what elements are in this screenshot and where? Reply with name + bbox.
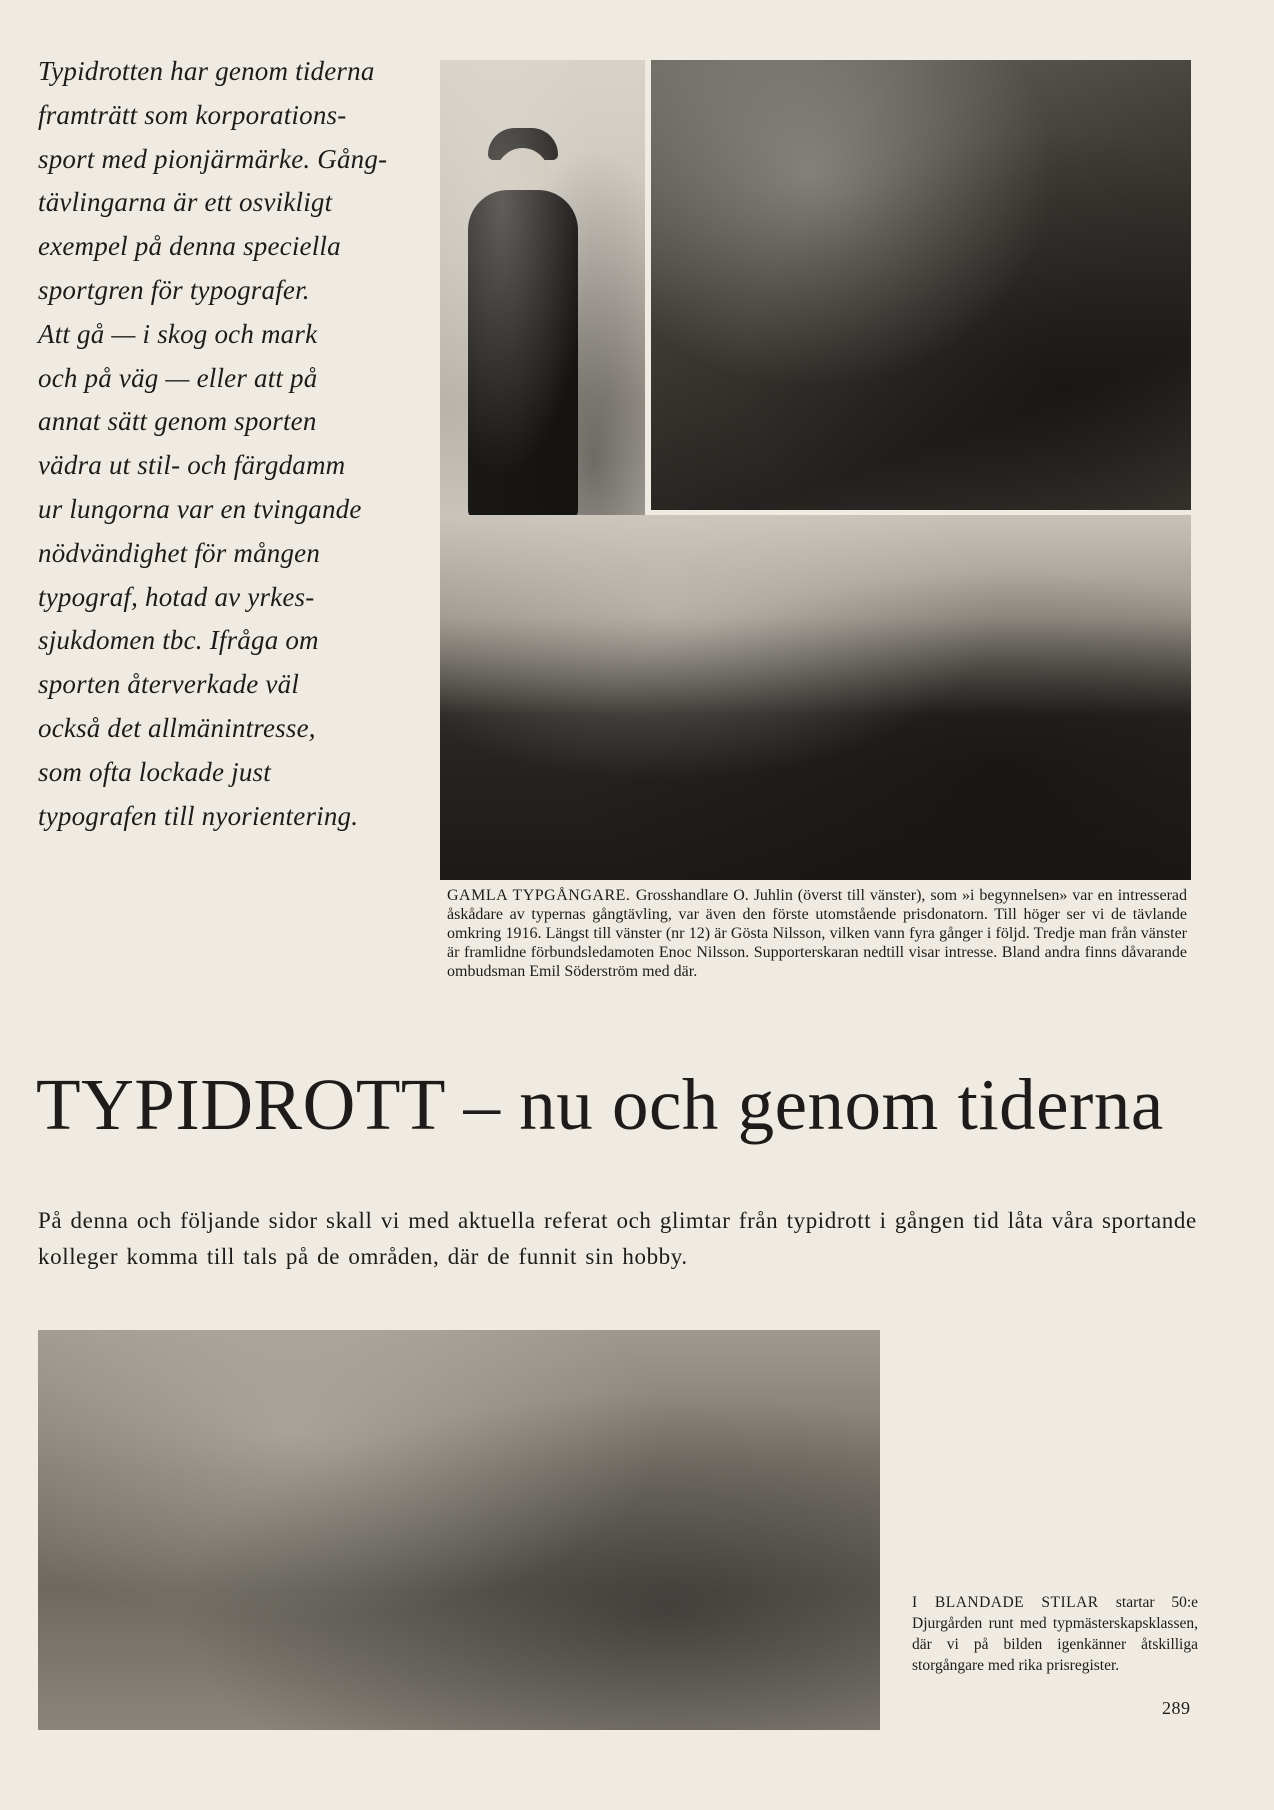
intro-line: framträtt som korporations- [38, 99, 347, 130]
intro-line: sporten återverkade väl [38, 669, 300, 700]
intro-line: annat sätt genom sporten [38, 406, 317, 437]
supporters-group-photo [440, 515, 1191, 880]
intro-line: sportgren för typografer. [38, 274, 310, 305]
intro-line: typograf, hotad av yrkes- [38, 581, 315, 612]
caption-text: startar 50:e Djurgården runt med typmästerskapsklassen, där vi på bilden igenkänner åtskilliga storgångare med rika prisregister. [912, 1594, 1199, 1674]
portrait-head [495, 148, 550, 208]
intro-line: och på väg — eller att på [38, 362, 318, 393]
lead-paragraph: På denna och följande sidor skall vi med aktuella referat och glimtar från typidrott i gången tid låta våra sportande kolleger komma till tals på de områden, där de funnit sin hobby. [38, 1208, 1197, 1269]
intro-line: nödvändighet för mången [38, 537, 321, 568]
page-headline: TYPIDROTT – nu och genom tiderna [36, 1064, 1164, 1145]
intro-line: ur lungorna var en tvingande [38, 493, 362, 524]
intro-line: vädra ut stil- och färgdamm [38, 450, 346, 481]
walkers-group-photo [651, 60, 1191, 510]
intro-line: tävlingarna är ett osvikligt [38, 187, 333, 218]
intro-line: sjukdomen tbc. Ifråga om [38, 625, 319, 656]
intro-paragraph [38, 50, 438, 838]
page-number: 289 [1162, 1698, 1191, 1718]
photo-caption-top [447, 886, 1187, 981]
intro-line: exempel på denna speciella [38, 231, 341, 262]
intro-line: sport med pionjärmärke. Gång- [38, 143, 388, 174]
portrait-figure [468, 190, 578, 520]
photo-caption-race [912, 1592, 1198, 1676]
bowler-hat [488, 128, 558, 160]
caption-lead: I BLANDADE STILAR [912, 1594, 1116, 1611]
caption-lead: GAMLA TYPGÅNGARE. [447, 887, 636, 904]
intro-line: som ofta lockade just [38, 756, 271, 787]
intro-line: Att gå — i skog och mark [38, 318, 318, 349]
caption-text: Grosshandlare O. Juhlin (överst till vänster), som »i begynnelsen» var en intresserad åskådare av typernas gångtävling, var även den förste utomstående prisdonatorn. Till höger ser vi de tävlande omkring 1916. Längst till vänster (nr 12) är Gösta Nilsson, vilken vann fyra gånger i följd. Tredje man från vänster är framlidne förbundsledamoten Enoc Nilsson. Supporterskaran nedtill visar intresse. Bland andra finns dåvarande ombudsman Emil Söderström med där. [447, 887, 1188, 980]
intro-line: typografen till nyorientering. [38, 800, 359, 831]
intro-line: Typidrotten har genom tiderna [38, 56, 375, 86]
race-start-photo [38, 1330, 880, 1730]
intro-line: också det allmänintresse, [38, 712, 316, 743]
